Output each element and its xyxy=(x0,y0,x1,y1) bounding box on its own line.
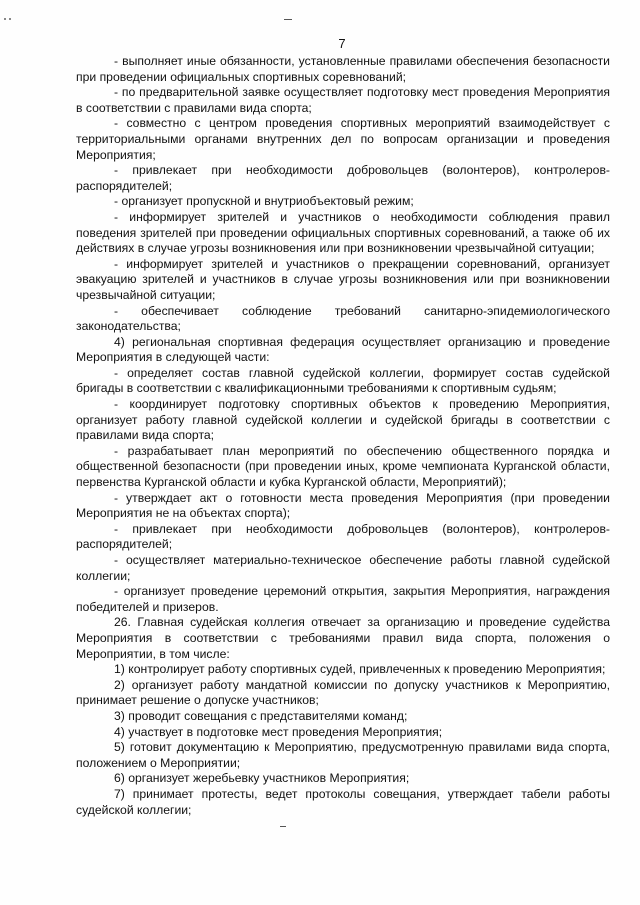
paragraph: - разрабатывает план мероприятий по обеспечению общественного порядка и общественной безопасности (при проведении иных, кроме чемпионата Курганской области, первенства Курганской области и кубка Курганской области, Мероприятий); xyxy=(76,443,610,490)
paragraph: - совместно с центром проведения спортивных мероприятий взаимодействует с территориальными органами внутренних дел по вопросам организации и проведения Мероприятия; xyxy=(76,116,610,162)
paragraph: 1) контролирует работу спортивных судей, привлеченных к проведению Мероприятия; xyxy=(114,662,606,677)
paragraph: 4) региональная спортивная федерация осуществляет организацию и проведение Мероприятия в следующей части: xyxy=(76,334,610,365)
paragraph: 3) проводит совещания с представителями команд; xyxy=(114,708,408,723)
scan-artifact xyxy=(280,826,286,827)
page-number: 7 xyxy=(338,36,346,51)
paragraph: - координирует подготовку спортивных объектов к проведению Мероприятия, организует работу главной судейской коллегии и судейской бригады в соответствии с правилами вида спорта; xyxy=(76,397,610,443)
paragraph: 5) готовит документацию к Мероприятию, предусмотренную правилами вида спорта, положением о Мероприятии; xyxy=(76,740,610,770)
paragraph: 26. Главная судейская коллегия отвечает за организацию и проведение судейства Мероприятия в соответствии с требованиями правил вида спорта, положения о Мероприятии, в том числе: xyxy=(76,615,610,661)
scan-artifact xyxy=(284,19,292,20)
paragraph: 6) организует жеребьевку участников Мероприятия; xyxy=(114,771,410,786)
paragraph: - обеспечивает соблюдение требований санитарно-эпидемиологического законодательства; xyxy=(76,303,610,334)
scan-artifact xyxy=(9,18,11,20)
paragraph: 7) принимает протесты, ведет протоколы совещания, утверждает табели работы судейской коллегии; xyxy=(76,786,610,817)
paragraph: - информирует зрителей и участников о прекращении соревнований, организует эвакуацию зрителей и участников в случае угрозы возникновения или при возникновении чрезвычайной ситуации; xyxy=(76,256,610,302)
paragraph: - выполняет иные обязанности, установленные правилами обеспечения безопасности при проведении официальных спортивных соревнований; xyxy=(76,54,610,84)
paragraph: - по предварительной заявке осуществляет подготовку мест проведения Мероприятия в соответствии с правилами вида спорта; xyxy=(76,85,610,115)
paragraph: - определяет состав главной судейской коллегии, формирует состав судейской бригады в соответствии с квалификационными требованиями к спортивным судьям; xyxy=(76,365,610,396)
paragraph: 4) участвует в подготовке мест проведения Мероприятия; xyxy=(114,724,443,739)
paragraph: - организует пропускной и внутриобъектовый режим; xyxy=(114,194,414,209)
scan-artifact xyxy=(4,18,6,20)
paragraph: - осуществляет материально-техническое обеспечение работы главной судейской коллегии; xyxy=(76,553,610,583)
paragraph: 2) организует работу мандатной комиссии по допуску участников к Мероприятию, принимает решение о допуске участников; xyxy=(76,677,610,708)
document-body xyxy=(76,54,610,818)
paragraph: - привлекает при необходимости добровольцев (волонтеров), контролеров-распорядителей; xyxy=(76,163,610,193)
paragraph: - информирует зрителей и участников о необходимости соблюдения правил поведения зрителей при проведении официальных спортивных соревнований, а также об их действиях в случае угрозы возникновения или при возникновении чрезвычайной ситуации; xyxy=(76,209,610,256)
paragraph: - привлекает при необходимости добровольцев (волонтеров), контролеров-распорядителей; xyxy=(76,521,610,552)
paragraph: - утверждает акт о готовности места проведения Мероприятия (при проведении Мероприятия не на объектах спорта); xyxy=(76,490,610,521)
paragraph: - организует проведение церемоний открытия, закрытия Мероприятия, награждения победителей и призеров. xyxy=(76,584,610,614)
